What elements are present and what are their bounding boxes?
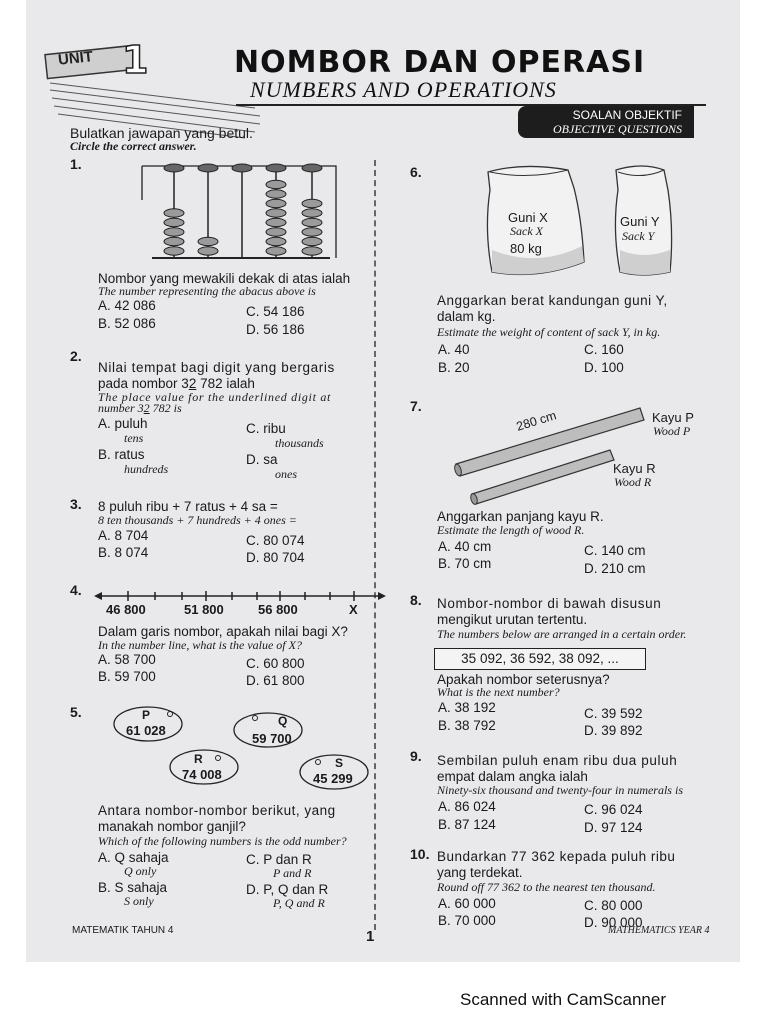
q8-option-a[interactable]: A. 38 192 [438,700,496,715]
question-number: 9. [410,748,422,764]
card-r-label: R [194,752,203,766]
q4-option-a[interactable]: A. 58 700 [98,652,156,667]
abacus-bead [266,199,286,207]
q5-text-en: Which of the following numbers is the odd number? [98,834,347,848]
q7-option-b[interactable]: B. 70 cm [438,556,492,571]
q5-option-d-en: P, Q and R [273,896,325,910]
abacus-rod-cap [302,164,322,172]
unit-number: 1 [122,38,149,82]
q5-option-a[interactable]: A. Q sahaja [98,850,169,865]
q3-option-d[interactable]: D. 80 704 [246,550,305,565]
abacus-bead [198,247,218,255]
q2-option-d-en: ones [275,467,297,481]
q10-option-c[interactable]: C. 80 000 [584,898,643,913]
q4-text-en: In the number line, what is the value of X? [98,638,302,652]
footer-right: MATHEMATICS YEAR 4 [608,925,710,936]
question-number: 2. [70,348,82,364]
card-p-value: 61 028 [126,723,166,738]
wood-r-label-en: Wood R [614,475,652,489]
objective-tab [518,106,694,138]
abacus-diagram [140,160,340,268]
question-number: 3. [70,496,82,512]
q2-text-ms-line2: pada nombor 32 782 ialah [98,376,255,391]
sack-y-label: Guni Y [620,214,660,229]
column-divider [374,160,376,930]
wood-p-label-en: Wood P [653,424,691,438]
q10-option-a[interactable]: A. 60 000 [438,896,496,911]
q6-option-b[interactable]: B. 20 [438,360,470,375]
abacus-bead [302,237,322,245]
card-s-value: 45 299 [313,771,353,786]
q2-option-b-en: hundreds [124,462,169,476]
q8-text-en-line2: What is the next number? [437,685,560,699]
q5-option-c[interactable]: C. P dan R [246,852,312,867]
q7-option-a[interactable]: A. 40 cm [438,539,492,554]
footer-left: MATEMATIK TAHUN 4 [72,925,174,936]
abacus-rod-cap [266,164,286,172]
abacus-bead [302,199,322,207]
q2-option-a-en: tens [124,431,144,445]
card-r-value: 74 008 [182,767,222,782]
card-q-value: 59 700 [252,731,292,746]
q10-option-b[interactable]: B. 70 000 [438,913,496,928]
unit-label: UNIT [57,48,94,69]
card-q-label: Q [278,714,288,728]
q3-text-ms: 8 puluh ribu + 7 ratus + 4 sa = [98,499,278,514]
abacus-bead [302,247,322,255]
q3-option-a[interactable]: A. 8 704 [98,528,149,543]
abacus-bead [266,190,286,198]
abacus-bead [266,209,286,217]
q1-text-ms: Nombor yang mewakili dekak di atas ialah [98,271,351,286]
number-line-tick-label: 46 800 [106,602,146,617]
q5-option-b-en: S only [124,894,154,908]
q3-option-c[interactable]: C. 80 074 [246,533,305,548]
q8-option-d[interactable]: D. 39 892 [584,723,643,738]
q2-option-d[interactable]: D. sa [246,452,278,467]
q8-text-en: The numbers below are arranged in a certain order. [437,627,687,641]
page-title: NOMBOR DAN OPERASI [234,45,646,80]
q6-text-ms-line1: Anggarkan berat kandungan guni Y, [437,293,668,308]
q8-option-b[interactable]: B. 38 792 [438,718,496,733]
q1-option-a[interactable]: A. 42 086 [98,298,156,313]
q9-text-en: Ninety-six thousand and twenty-four in numerals is [437,783,683,797]
card-s-label: S [335,756,344,770]
abacus-bead [164,237,184,245]
question-number: 5. [70,704,82,720]
abacus-bead [164,228,184,236]
q5-text-ms-line1: Antara nombor-nombor berikut, yang [98,803,336,818]
q3-option-b[interactable]: B. 8 074 [98,545,149,560]
sack-x-weight: 80 kg [510,241,542,256]
abacus-bead [164,218,184,226]
q2-option-a[interactable]: A. puluh [98,416,148,431]
abacus-bead [302,228,322,236]
question-number: 8. [410,592,422,608]
number-sequence-box: 35 092, 36 592, 38 092, ... [434,648,646,670]
page-number: 1 [366,928,375,945]
objective-tab-ms: SOALAN OBJEKTIF [572,108,682,122]
wood-r-label: Kayu R [613,461,656,476]
q7-option-c[interactable]: C. 140 cm [584,543,646,558]
q8-text-ms-line1: Nombor-nombor di bawah disusun [437,596,662,611]
q3-text-en: 8 ten thousands + 7 hundreds + 4 ones = [98,513,297,527]
question-number: 1. [70,156,82,172]
q6-option-a[interactable]: A. 40 [438,342,470,357]
page-subtitle: NUMBERS AND OPERATIONS [250,77,557,102]
instruction-ms: Bulatkan jawapan yang betul. [70,125,253,141]
question-number: 10. [410,846,430,862]
abacus-bead [266,228,286,236]
question-number: 4. [70,582,82,598]
q9-text-ms-line1: Sembilan puluh enam ribu dua puluh [437,753,678,768]
number-line-tick-label: X [349,602,358,617]
question-number: 6. [410,164,422,180]
q5-option-b[interactable]: B. S sahaja [98,880,168,895]
abacus-rod-cap [164,164,184,172]
q9-option-c[interactable]: C. 96 024 [584,802,643,817]
q1-option-d[interactable]: D. 56 186 [246,322,305,337]
abacus-bead [198,237,218,245]
sack-x-label: Guni X [508,210,548,225]
abacus-bead [302,218,322,226]
instruction-en: Circle the correct answer. [70,139,197,153]
wood-p-label: Kayu P [652,410,694,425]
sack-y-label-en: Sack Y [622,229,655,243]
q2-option-c[interactable]: C. ribu [246,421,286,436]
number-line-tick-label: 56 800 [258,602,298,617]
scanner-watermark: Scanned with CamScanner [460,990,667,1009]
q2-text-en-line1: The place value for the underlined digit at [98,390,332,404]
q5-text-ms-line2: manakah nombor ganjil? [98,819,246,834]
q4-text-ms: Dalam garis nombor, apakah nilai bagi X? [98,624,348,639]
q7-text-ms: Anggarkan panjang kayu R. [437,509,604,524]
q8-text-ms-line2: mengikut urutan tertentu. [437,612,588,627]
abacus-bead [302,209,322,217]
q8-option-c[interactable]: C. 39 592 [584,706,643,721]
q7-option-d[interactable]: D. 210 cm [584,561,646,576]
wood-length-label: 280 cm [514,408,559,434]
abacus-bead [266,247,286,255]
abacus-rod-cap [198,164,218,172]
q10-option-d[interactable]: D. 90 000 [584,915,643,930]
q6-text-ms-line2: dalam kg. [437,309,496,324]
q2-option-b[interactable]: B. ratus [98,447,145,462]
q7-text-en: Estimate the length of wood R. [437,523,585,537]
number-line-tick-label: 51 800 [184,602,224,617]
abacus-bead [164,209,184,217]
q4-option-d[interactable]: D. 61 800 [246,673,305,688]
q10-text-ms-line1: Bundarkan 77 362 kepada puluh ribu [437,849,676,864]
abacus-bead [266,237,286,245]
q1-option-c[interactable]: C. 54 186 [246,304,305,319]
q4-option-c[interactable]: C. 60 800 [246,656,305,671]
q1-option-b[interactable]: B. 52 086 [98,316,156,331]
q5-option-a-en: Q only [124,864,157,878]
q8-text-ms-line3: Apakah nombor seterusnya? [437,672,610,687]
abacus-bead [266,218,286,226]
abacus-rod-cap [232,164,252,172]
q10-text-en: Round off 77 362 to the nearest ten thousand. [437,880,656,894]
q9-text-ms-line2: empat dalam angka ialah [437,769,588,784]
abacus-bead [266,180,286,188]
objective-tab-en: OBJECTIVE QUESTIONS [553,122,682,136]
q10-text-ms-line2: yang terdekat. [437,865,523,880]
q6-option-d[interactable]: D. 100 [584,360,624,375]
q2-option-c-en: thousands [275,436,324,450]
q5-option-c-en: P and R [273,866,312,880]
sack-x-label-en: Sack X [510,224,543,238]
abacus-bead [164,247,184,255]
q9-option-a[interactable]: A. 86 024 [438,799,496,814]
q6-option-c[interactable]: C. 160 [584,342,624,357]
q1-text-en: The number representing the abacus above is [98,284,316,298]
q2-text-en-line2: number 32 782 is [98,401,182,415]
card-p-label: P [142,708,151,722]
q4-option-b[interactable]: B. 59 700 [98,669,156,684]
q9-option-b[interactable]: B. 87 124 [438,817,496,832]
q6-text-en: Estimate the weight of content of sack Y, in kg. [437,325,661,339]
question-number: 7. [410,398,422,414]
q2-text-ms-line1: Nilai tempat bagi digit yang bergaris [98,360,335,375]
q5-option-d[interactable]: D. P, Q dan R [246,882,329,897]
q9-option-d[interactable]: D. 97 124 [584,820,643,835]
